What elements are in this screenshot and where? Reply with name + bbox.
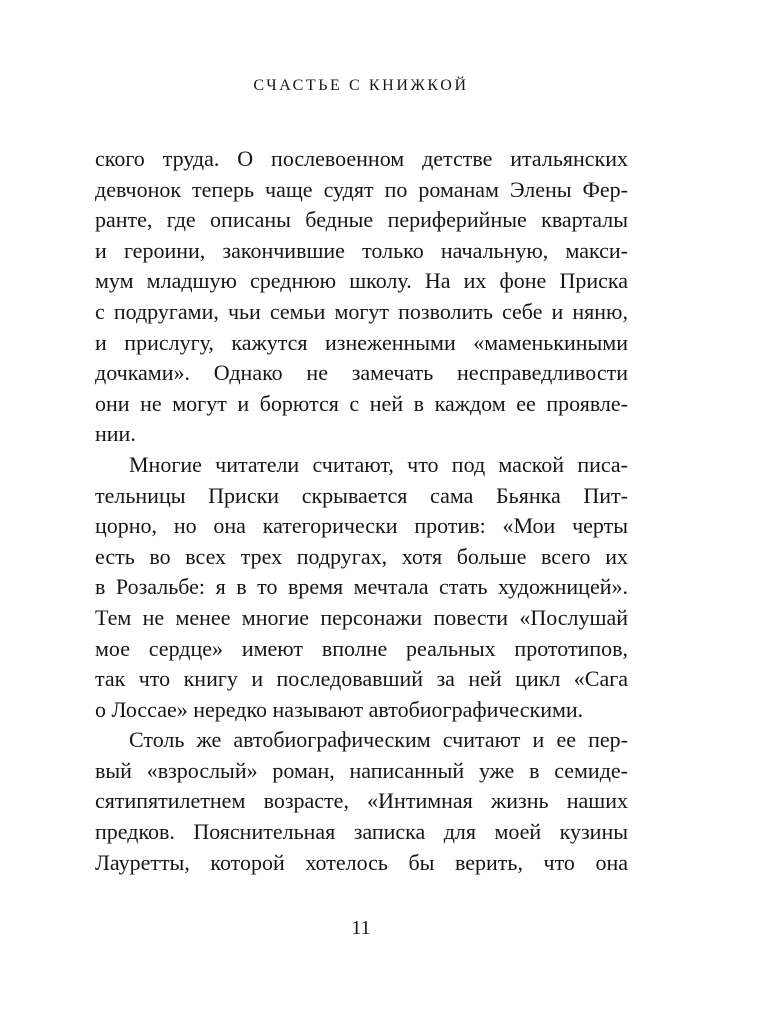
text-line: и героини, закончившие только начальную, макси- xyxy=(95,237,628,263)
text-line: мум младшую среднюю школу. На их фоне Приска xyxy=(95,268,628,294)
text-line: Лауретты, которой хотелось бы верить, что она xyxy=(95,849,628,875)
text-line: мое сердце» имеют вполне реальных прототипов, xyxy=(95,635,628,661)
text-line: с подругами, чьи семьи могут позволить себе и няню, xyxy=(95,298,628,324)
text-line: и прислугу, кажутся изнеженными «маменькиными xyxy=(95,329,628,355)
text-line: они не могут и борются с ней в каждом ее проявле- xyxy=(95,390,628,416)
text-line: тельницы Приски скрывается сама Бьянка Пит- xyxy=(95,482,628,508)
text-line: Многие читатели считают, что под маской писа- xyxy=(129,451,628,477)
text-line: нии. xyxy=(95,421,136,447)
text-line: ского труда. О послевоенном детстве итальянских xyxy=(95,146,628,171)
page-number: 11 xyxy=(351,917,371,939)
text-line: вый «взрослый» роман, написанный уже в семиде- xyxy=(95,757,628,783)
text-line: в Розальбе: я в то время мечтала стать художницей». xyxy=(95,574,628,600)
text-line: о Лоссае» нередко называют автобиографическими. xyxy=(95,696,584,722)
text-line: цорно, но она категорически против: «Мои черты xyxy=(95,513,628,539)
text-line: Столь же автобиографическим считают и ее пер- xyxy=(129,727,628,753)
text-line: Тем не менее многие персонажи повести «Послушай xyxy=(95,604,628,630)
body-text xyxy=(95,144,628,878)
text-line: ранте, где описаны бедные периферийные кварталы xyxy=(95,207,628,233)
running-head: СЧАСТЬЕ С КНИЖКОЙ xyxy=(253,77,469,94)
text-line: сятипятилетнем возрасте, «Интимная жизнь наших xyxy=(95,788,628,814)
text-line: девчонок теперь чаще судят по романам Элены Фер- xyxy=(95,176,628,202)
text-line: так что книгу и последовавший за ней цикл «Сага xyxy=(95,666,628,692)
text-line: дочками». Однако не замечать несправедливости xyxy=(95,360,628,386)
text-line: есть во всех трех подругах, хотя больше всего их xyxy=(95,543,628,569)
text-line: предков. Пояснительная записка для моей кузины xyxy=(95,819,628,845)
